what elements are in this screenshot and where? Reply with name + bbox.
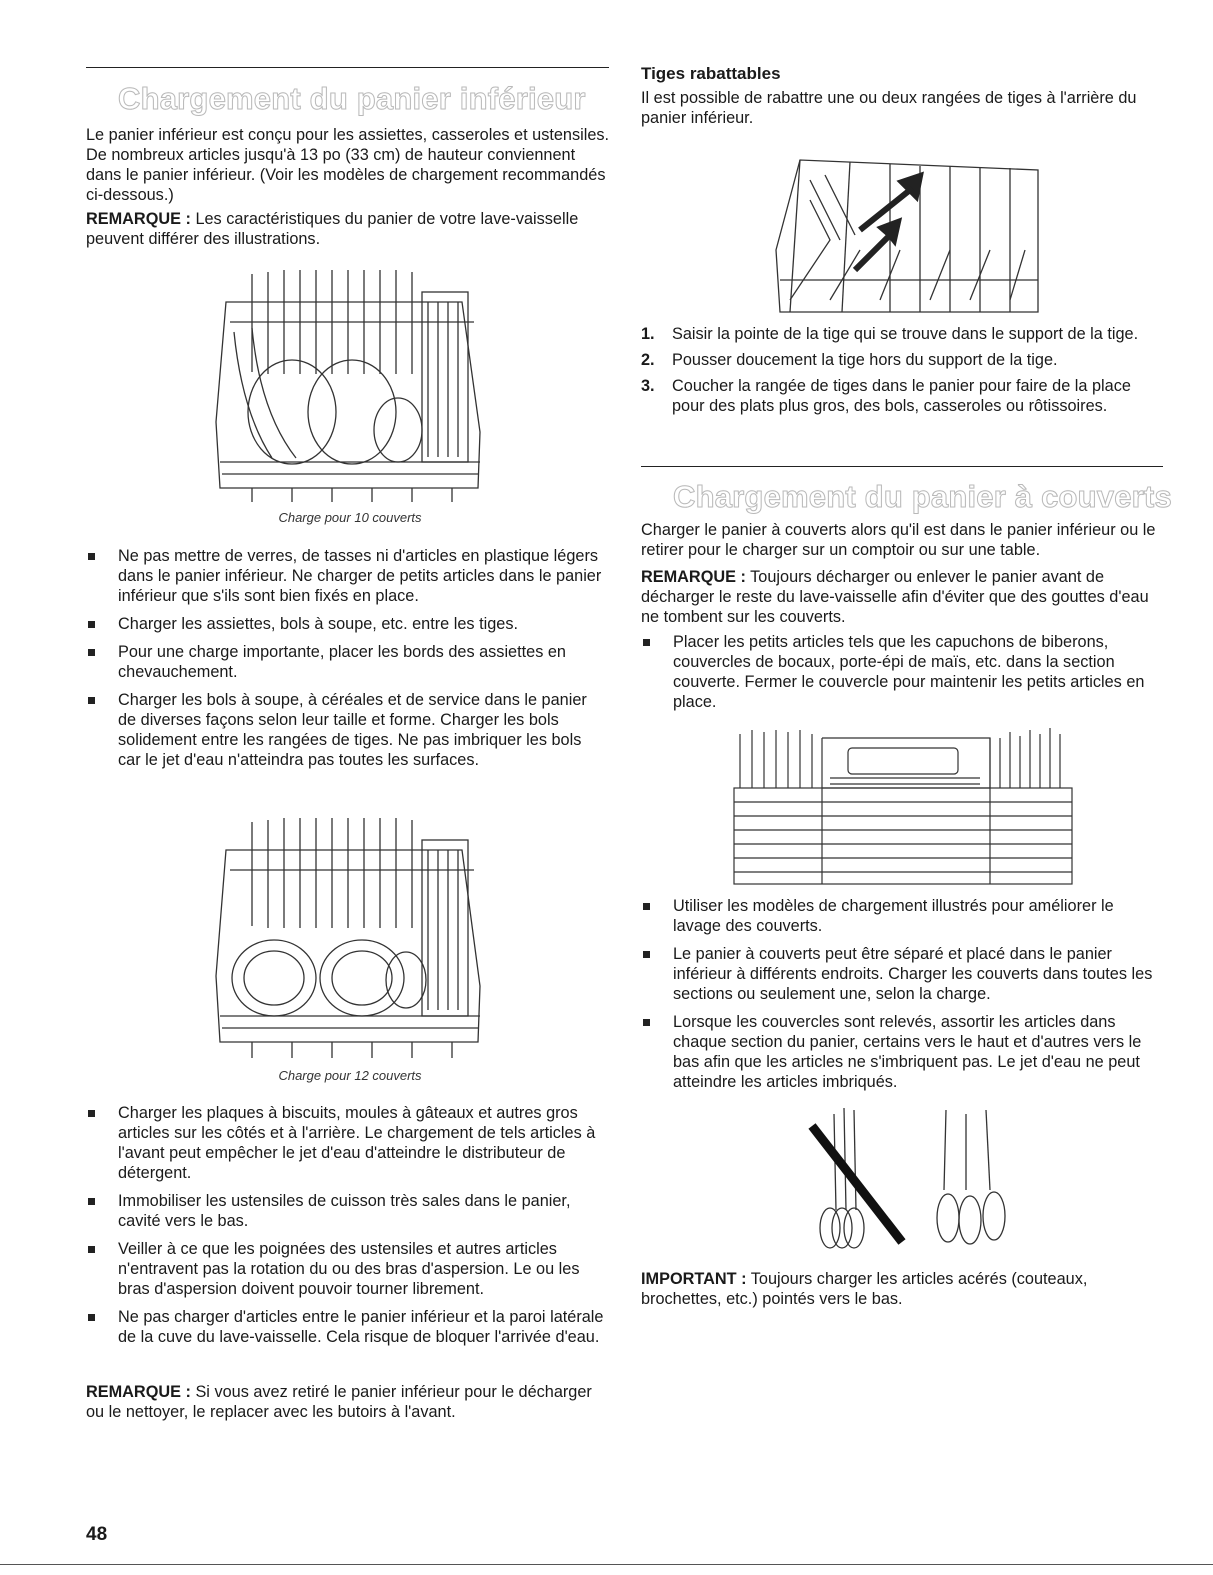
- bullet-square-icon: [88, 697, 95, 704]
- important-label: IMPORTANT :: [641, 1270, 747, 1288]
- page-number: 48: [86, 1524, 108, 1545]
- lower-rack-10-settings-illustration: [212, 262, 488, 504]
- note-label: REMARQUE :: [86, 1383, 191, 1401]
- lower-rack-bullets-2: [86, 1103, 606, 1347]
- bullet-square-icon: [88, 1198, 95, 1205]
- nesting-spoons-illustration: [806, 1100, 1016, 1252]
- bullet-square-icon: [88, 1314, 95, 1321]
- list-item: Utiliser les modèles de chargement illustrés pour améliorer le lavage des couverts.: [641, 896, 1163, 936]
- note-label: REMARQUE :: [86, 210, 191, 228]
- list-item: Charger les bols à soupe, à céréales et de service dans le panier de diverses façons selon leur taille et forme. Charger les bols solidement entre les rangées de tiges. Ne pas imbriquer les bols car le jet d'eau n'atteindra pas toutes les surfaces.: [86, 690, 606, 770]
- caption-12-settings: Charge pour 12 couverts: [278, 1068, 422, 1083]
- silverware-intro: Charger le panier à couverts alors qu'il est dans le panier inférieur ou le retirer pour le charger sur un comptoir ou sur une table.: [641, 521, 1156, 559]
- bullet-square-icon: [88, 621, 95, 628]
- caption-10-settings: Charge pour 10 couverts: [278, 510, 422, 525]
- section-title-silverware-basket: Chargement du panier à couverts: [673, 479, 1172, 514]
- list-item: Le panier à couverts peut être séparé et placé dans le panier inférieur à différents endroits. Charger les couverts dans toutes les sections ou seulement une, selon la charge.: [641, 944, 1163, 1004]
- bullet-square-icon: [643, 903, 650, 910]
- list-item: Veiller à ce que les poignées des ustensiles et autres articles n'entravent pas la rotation du ou des bras d'aspersion. Le ou les bras d'aspersion doivent pouvoir tourner librement.: [86, 1239, 606, 1299]
- note-label: REMARQUE :: [641, 568, 746, 586]
- folding-tines-steps: [641, 324, 1163, 416]
- list-item: Charger les assiettes, bols à soupe, etc. entre les tiges.: [86, 614, 606, 634]
- step-number: 2.: [641, 351, 655, 369]
- silverware-bullets-1: [641, 632, 1163, 712]
- section-title-lower-rack: Chargement du panier inférieur: [118, 81, 586, 116]
- bullet-square-icon: [643, 951, 650, 958]
- folding-tines-intro: Il est possible de rabattre une ou deux rangées de tiges à l'arrière du panier inférieur.: [641, 89, 1137, 127]
- list-item: Ne pas mettre de verres, de tasses ni d'articles en plastique légers dans le panier inférieur. Ne charger de petits articles dans le panier inférieur que s'ils sont bien fixés en place.: [86, 546, 606, 606]
- list-item: Charger les plaques à biscuits, moules à gâteaux et autres gros articles sur les côtés et à l'arrière. Le chargement de tels articles à l'avant peut empêcher le jet d'eau d'atteindre le distributeur de détergent.: [86, 1103, 606, 1183]
- bullet-square-icon: [88, 649, 95, 656]
- list-item: Immobiliser les ustensiles de cuisson très sales dans le panier, cavité vers le bas.: [86, 1191, 606, 1231]
- silverware-basket-illustration: [730, 718, 1076, 890]
- note-text: Si vous avez retiré le panier inférieur pour le décharger ou le nettoyer, le replacer avec les butoirs à l'avant.: [86, 1383, 592, 1421]
- bullet-square-icon: [643, 1019, 650, 1026]
- list-item: Lorsque les couvercles sont relevés, assortir les articles dans chaque section du panier, certains vers le haut et d'autres vers le bas afin que les articles ne s'imbriquent pas. Le jet d'eau ne peut atteindre les articles imbriqués.: [641, 1012, 1163, 1092]
- list-item: 2. Pousser doucement la tige hors du support de la tige.: [641, 351, 1058, 369]
- list-item: 3. Coucher la rangée de tiges dans le panier pour faire de la place pour des plats plus gros, des bols, casseroles ou rôtissoires.: [641, 377, 1131, 415]
- bullet-square-icon: [88, 1110, 95, 1117]
- left-top-rule: [86, 67, 609, 68]
- lower-rack-bullets-1: [86, 546, 606, 770]
- bullet-square-icon: [88, 553, 95, 560]
- important-note: [641, 1269, 1163, 1309]
- list-item: Ne pas charger d'articles entre le panier inférieur et la paroi latérale de la cuve du lave-vaisselle. Cela risque de bloquer l'arrivée d'eau.: [86, 1307, 606, 1347]
- bullet-square-icon: [643, 639, 650, 646]
- list-item: Placer les petits articles tels que les capuchons de biberons, couvercles de bocaux, porte-épi de maïs, etc. dans la section couverte. Fermer le couvercle pour maintenir les petits articles en place.: [641, 632, 1163, 712]
- lower-rack-12-settings-illustration: [212, 810, 488, 1060]
- list-item: Pour une charge importante, placer les bords des assiettes en chevauchement.: [86, 642, 606, 682]
- lower-rack-intro: Le panier inférieur est conçu pour les assiettes, casseroles et ustensiles. De nombreux articles jusqu'à 13 po (33 cm) de hauteur conviennent dans le panier inférieur. (Voir les modèles de chargement recommandés ci-dessous.): [86, 126, 610, 204]
- subhead-folding-tines: Tiges rabattables: [641, 64, 781, 83]
- folding-tines-illustration: [770, 140, 1042, 316]
- right-section-rule: [641, 466, 1163, 467]
- bullet-square-icon: [88, 1246, 95, 1253]
- lower-rack-note-2: [86, 1382, 606, 1422]
- lower-rack-note: [86, 209, 596, 249]
- note-text: Toujours décharger ou enlever le panier avant de décharger le reste du lave-vaisselle afin d'éviter que des gouttes d'eau ne tombent sur les couverts.: [641, 568, 1149, 626]
- note-text: Les caractéristiques du panier de votre lave-vaisselle peuvent différer des illustrations.: [86, 210, 579, 248]
- bottom-rule: [0, 1564, 1213, 1565]
- important-text: Toujours charger les articles acérés (couteaux, brochettes, etc.) pointés vers le bas.: [641, 1270, 1088, 1308]
- list-item: 1. Saisir la pointe de la tige qui se trouve dans le support de la tige.: [641, 325, 1139, 343]
- silverware-note: [641, 567, 1163, 627]
- step-number: 3.: [641, 377, 655, 395]
- silverware-bullets-2: [641, 896, 1163, 1092]
- step-number: 1.: [641, 325, 655, 343]
